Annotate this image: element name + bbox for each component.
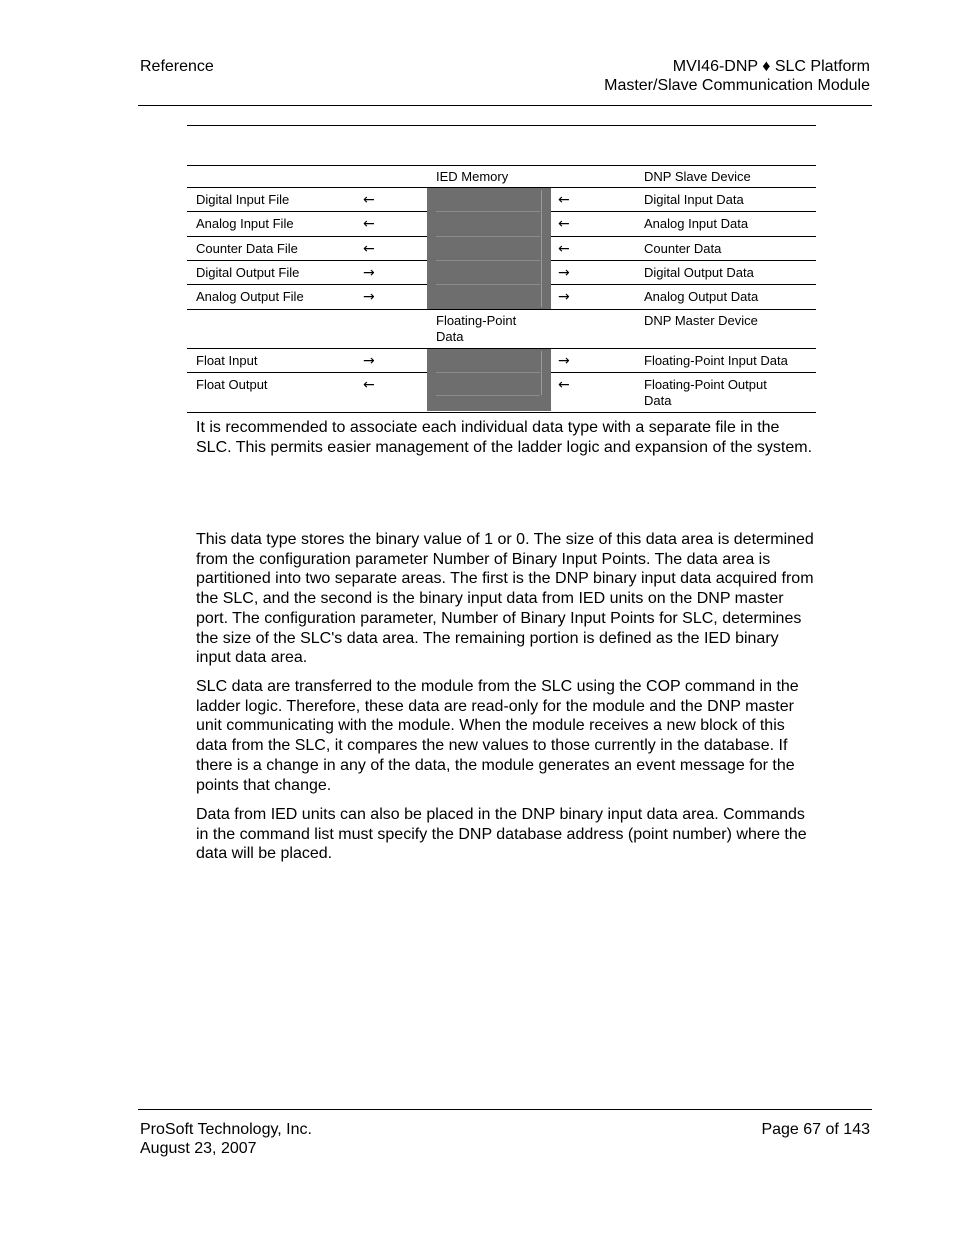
table-rule (551, 284, 816, 285)
row-right-label: Floating-Point Output (644, 377, 767, 392)
footer-rule (138, 1109, 872, 1110)
table-rule (551, 372, 816, 373)
row-right-label: Counter Data (644, 241, 722, 256)
footer-company: ProSoft Technology, Inc. (140, 1121, 312, 1138)
row-right-label: Floating-Point Input Data (644, 353, 788, 368)
direction-arrow: ← (363, 192, 375, 208)
row-right-label: Digital Output Data (644, 265, 754, 280)
header-left: Reference (140, 58, 214, 75)
direction-arrow: → (363, 353, 375, 369)
direction-arrow: ← (558, 377, 570, 393)
table-rule (187, 211, 427, 212)
shade-rule (436, 260, 540, 261)
shade-rule (436, 395, 540, 396)
row-left-label: Digital Input File (196, 192, 290, 207)
row-right-label-line2: Data (644, 393, 672, 408)
table-rule (187, 236, 427, 237)
direction-arrow: ← (558, 241, 570, 257)
sub-header-floating-point-line2: Data (436, 329, 464, 344)
direction-arrow: ← (363, 216, 375, 232)
shade-rule (436, 236, 540, 237)
shade-divider (541, 190, 542, 307)
direction-arrow: ← (363, 241, 375, 257)
row-right-label: Digital Input Data (644, 192, 744, 207)
shade-rule (436, 372, 540, 373)
table-rule (187, 284, 427, 285)
row-right-label: Analog Input Data (644, 216, 749, 231)
table-bottom-rule (187, 412, 816, 413)
sub-header-dnp-master: DNP Master Device (644, 313, 758, 328)
direction-arrow: → (363, 265, 375, 281)
row-left-label: Digital Output File (196, 265, 300, 280)
table-rule (551, 236, 816, 237)
ied-memory-shade (427, 188, 551, 309)
sub-header-floating-point: Floating-Point (436, 313, 517, 328)
table-rule (187, 372, 427, 373)
table-rule (551, 260, 816, 261)
footer-date: August 23, 2007 (140, 1140, 257, 1157)
header-right-line1: MVI46-DNP ♦ SLC Platform (672, 58, 870, 75)
table-rule (551, 211, 816, 212)
table-rule (187, 309, 816, 310)
col-header-ied-memory: IED Memory (436, 169, 509, 184)
header-rule (138, 105, 872, 106)
paragraph-ied-data: Data from IED units can also be placed in the DNP binary input data area. Commands in the command list must specify the DNP database address (point number) where the data will be placed. (196, 806, 807, 863)
paragraph-binary-input: This data type stores the binary value of 1 or 0. The size of this data area is determined from the configuration parameter Number of Binary Input Points. The data area is partitioned into two separate areas. The first is the DNP binary input data acquired from the SLC, and the second is the binary input data from IED units on the DNP master port. The configuration parameter, Number of Binary Input Points for SLC, determines the size of the SLC's data area. The remaining portion is defined as the IED binary input data area. (196, 531, 814, 667)
table-rule (187, 260, 427, 261)
row-left-label: Float Input (196, 353, 258, 368)
shade-divider (541, 351, 542, 395)
paragraph-recommendation: It is recommended to associate each individual data type with a separate file in the SLC. This permits easier management of the ladder logic and expansion of the system. (196, 419, 813, 456)
table-top-rule (187, 125, 816, 126)
table-rule (187, 165, 816, 166)
paragraph-slc-data: SLC data are transferred to the module from the SLC using the COP command in the ladder logic. Therefore, these data are read-only for the module and the DNP master unit communicating with the module. When the module receives a new block of this data from the SLC, it compares the new values to those currently in the database. If there is a change in any of the data, the module generates an event message for the points that change. (196, 678, 799, 794)
direction-arrow: ← (558, 216, 570, 232)
direction-arrow: → (558, 265, 570, 281)
direction-arrow: → (363, 289, 375, 305)
row-left-label: Counter Data File (196, 241, 298, 256)
direction-arrow: → (558, 353, 570, 369)
row-left-label: Float Output (196, 377, 268, 392)
floating-point-shade (427, 349, 551, 411)
header-right-line2: Master/Slave Communication Module (604, 77, 870, 94)
shade-rule (436, 284, 540, 285)
row-left-label: Analog Output File (196, 289, 304, 304)
footer-page-number: Page 67 of 143 (761, 1121, 870, 1138)
col-header-dnp-slave: DNP Slave Device (644, 169, 751, 184)
direction-arrow: → (558, 289, 570, 305)
direction-arrow: ← (363, 377, 375, 393)
shade-rule (436, 211, 540, 212)
row-right-label: Analog Output Data (644, 289, 759, 304)
direction-arrow: ← (558, 192, 570, 208)
row-left-label: Analog Input File (196, 216, 294, 231)
